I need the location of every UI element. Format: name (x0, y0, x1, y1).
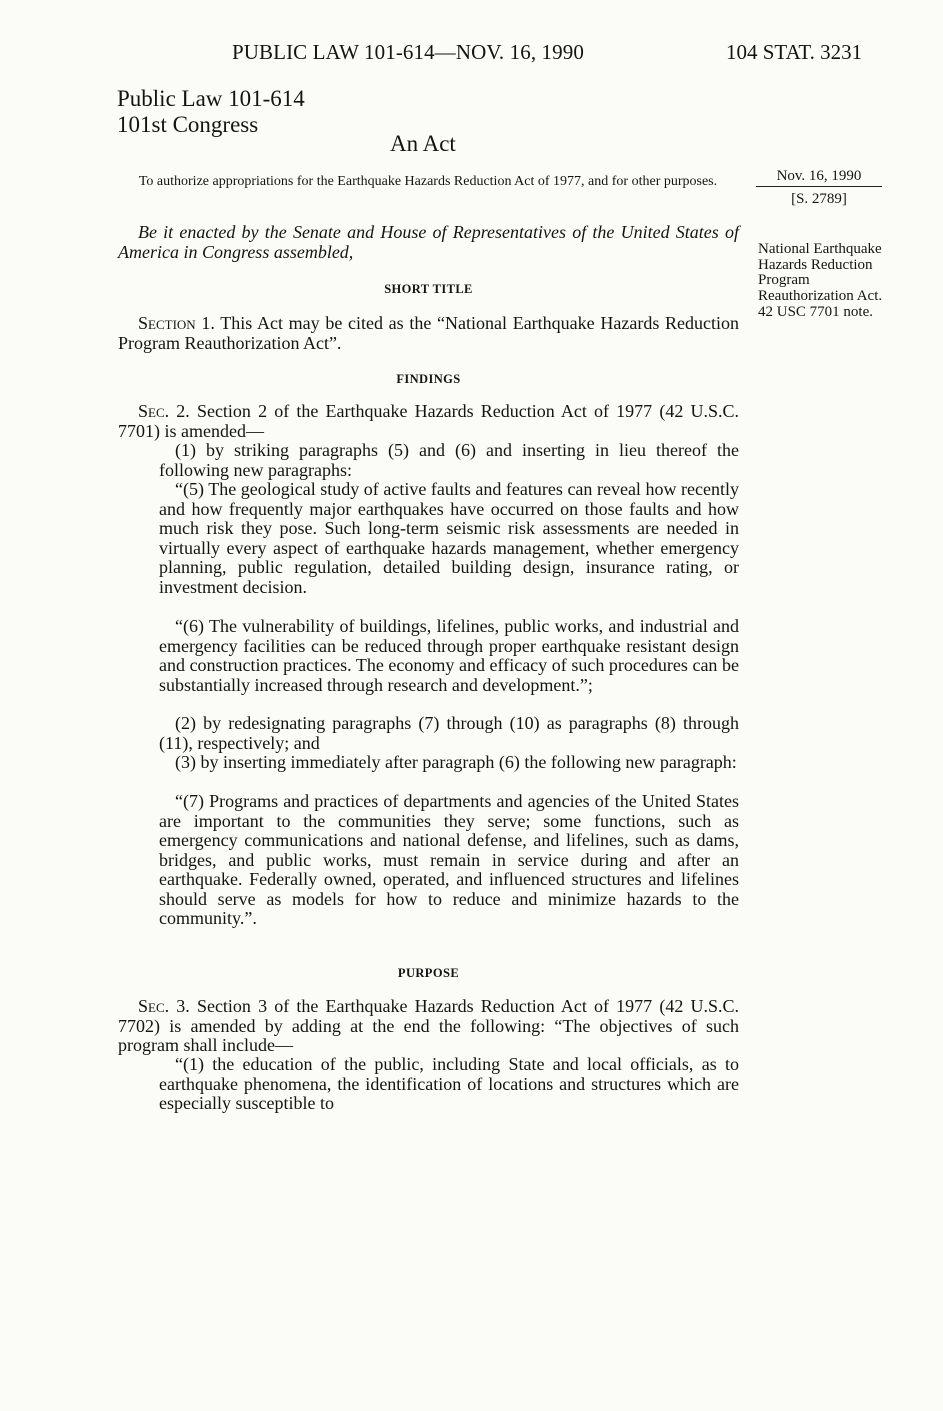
quoted-paragraph-7: “(7) Programs and practices of departments and agencies of the United States are important to the communities they serve; some functions, such as emergency communications and national defense, and lifelines, such as dams, bridges, and public works, must remain in service during and after an earthquake. Federally owned, operated, and influenced structures and lifelines should serve as models for how to reduce and minimize hazards to the community.”. (159, 791, 739, 928)
heading-findings: FINDINGS (396, 372, 461, 386)
section-text: Section 3 of the Earthquake Hazards Reduction Act of 1977 (42 U.S.C. 7702) is amended by adding at the end the following: “The objectives of such program shall include— (118, 996, 740, 1055)
running-header-page-number: 104 STAT. 3231 (726, 40, 863, 64)
findings-paragraph-2: (2) by redesignating paragraphs (7) through (10) as paragraphs (8) through (11), respectively; and (159, 713, 739, 753)
section-label: Sec. 3. (138, 996, 190, 1016)
section-text: Section 2 of the Earthquake Hazards Reduction Act of 1977 (42 U.S.C. 7701) is amended— (118, 401, 740, 441)
section-label: Section 1. (138, 313, 215, 333)
congress-number: 101st Congress (117, 112, 259, 137)
heading-purpose: PURPOSE (397, 966, 460, 980)
section-label: Sec. 2. (138, 401, 190, 421)
running-header-citation: PUBLIC LAW 101-614—NOV. 16, 1990 (232, 40, 584, 64)
enacting-clause: Be it enacted by the Senate and House of Representatives of the United States of America in Congress assembled, (118, 222, 739, 262)
heading-short-title: SHORT TITLE (384, 282, 473, 296)
public-law-number: Public Law 101-614 (117, 86, 305, 111)
quoted-paragraph-6: “(6) The vulnerability of buildings, lifelines, public works, and industrial and emergency facilities can be reduced through proper earthquake resistant design and construction practices. The economy and efficacy of such procedures can be substantially increased through research and development.”; (159, 616, 739, 695)
section-2-intro (118, 402, 739, 441)
findings-paragraph-3: (3) by inserting immediately after paragraph (6) the following new paragraph: (175, 752, 737, 772)
section-3-intro (118, 997, 739, 1056)
act-heading: An Act (390, 131, 456, 156)
margin-date-block (756, 167, 882, 208)
section-1-paragraph (118, 314, 739, 353)
findings-paragraph-1: (1) by striking paragraphs (5) and (6) and inserting in lieu thereof the following new paragraphs: (159, 440, 739, 480)
purpose-paragraph-1: “(1) the education of the public, including State and local officials, as to earthquake phenomena, the identification of locations and structures which are especially susceptible to (159, 1054, 739, 1113)
long-title: To authorize appropriations for the Earthquake Hazards Reduction Act of 1977, and for other purposes. (138, 174, 718, 189)
section-text: This Act may be cited as the “National Earthquake Hazards Reduction Program Reauthorization Act”. (118, 313, 739, 353)
quoted-paragraph-5: “(5) The geological study of active faults and features can reveal how recently and how frequently major earthquakes have occurred on those faults and how much risk they pose. Such long-term seismic risk assessments are needed in virtually every aspect of earthquake hazards management, whether emergency planning, public regulation, detailed building design, insurance rating, or investment decision. (159, 479, 739, 597)
margin-short-title-note: National Earthquake Hazards Reduction Program Reauthorization Act. (758, 241, 883, 305)
law-title-block (117, 86, 305, 138)
margin-divider (756, 186, 882, 187)
margin-usc-note: 42 USC 7701 note. (758, 303, 874, 320)
margin-note (758, 242, 883, 321)
margin-date: Nov. 16, 1990 (776, 168, 862, 184)
margin-bill-number: [S. 2789] (791, 191, 847, 207)
